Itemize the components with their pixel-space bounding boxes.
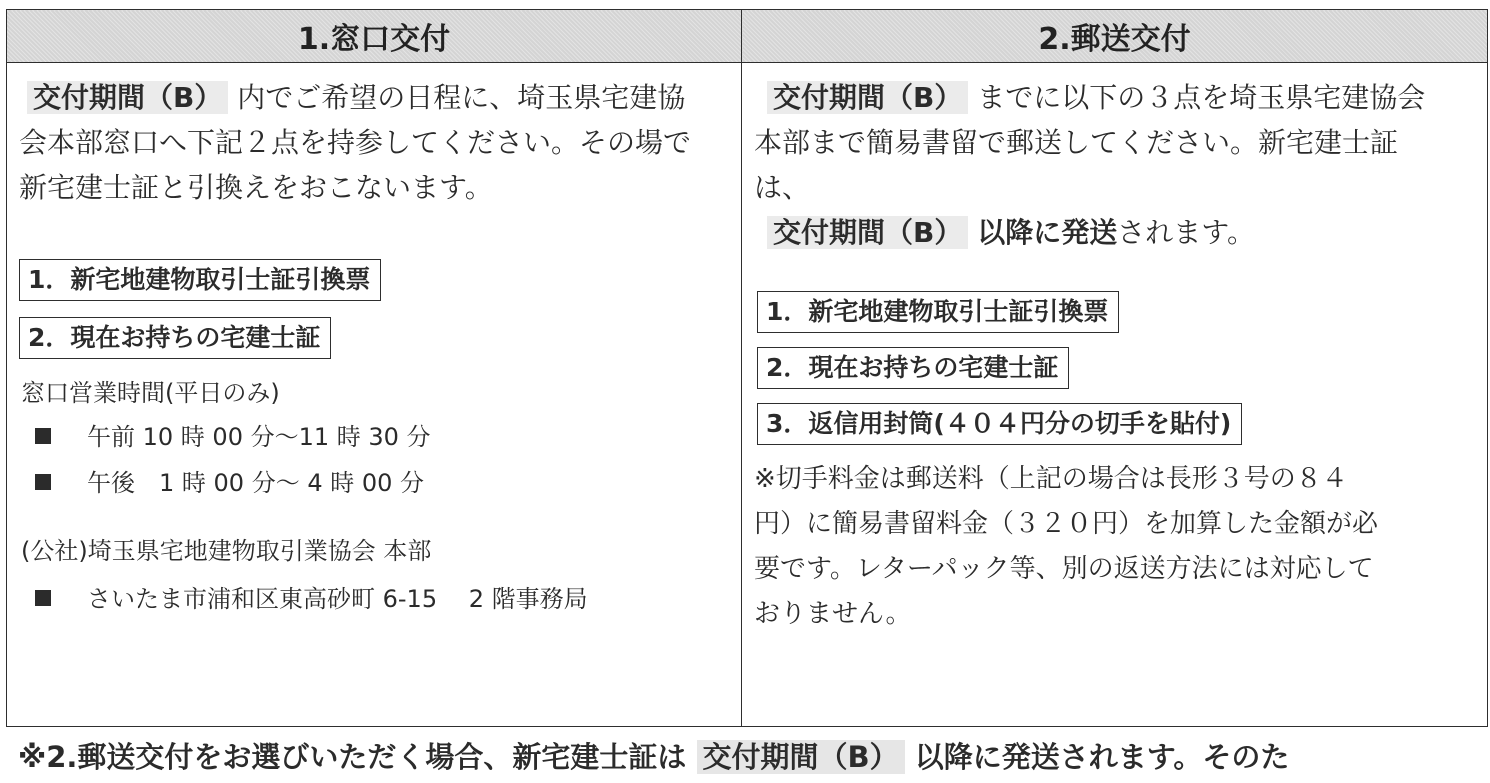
mail-intro: 交付期間（B） までに以下の３点を埼玉県宅建協会 本部まで簡易書留で郵送してください。新宅建士証 は、 交付期間（B） 以降に発送されます。 — [754, 81, 1426, 249]
item-current-license: 2．現在お持ちの宅建士証 — [757, 347, 1069, 389]
square-bullet-icon — [35, 428, 51, 444]
mail-delivery-cell — [742, 63, 1488, 727]
postage-note: ※切手料金は郵送料（上記の場合は長形３号の８４ 円）に簡易書留料金（３２０円）を加算した金額が必 要です。レターパック等、別の返送方法には対応して おりません。 — [754, 464, 1379, 629]
footer-note: ※2.郵送交付をお選びいただく場合、新宅建士証は 交付期間（B） 以降に発送されます。そのた — [18, 740, 1290, 774]
office-address: さいたま市浦和区東高砂町 6-15 2 階事務局 — [7, 582, 741, 616]
period-highlight: 交付期間（B） — [27, 81, 228, 114]
square-bullet-icon — [35, 590, 51, 606]
window-intro: 交付期間（B） 内でご希望の日程に、埼玉県宅建協 会本部窓口へ下記２点を持参してください。その場で 新宅建士証と引換えをおこないます。 — [19, 81, 692, 204]
hours-title: 窓口営業時間(平日のみ) — [21, 379, 280, 407]
hours-morning: 午前 10 時 00 分～11 時 30 分 — [7, 420, 741, 454]
square-bullet-icon — [35, 474, 51, 490]
item-exchange-ticket: 1．新宅地建物取引士証引換票 — [757, 291, 1119, 333]
header-window-delivery: 1.窓口交付 — [7, 10, 742, 63]
item-current-license: 2．現在お持ちの宅建士証 — [19, 317, 331, 359]
item-exchange-ticket: 1．新宅地建物取引士証引換票 — [19, 259, 381, 301]
period-highlight: 交付期間（B） — [697, 740, 905, 774]
header-mail-delivery: 2.郵送交付 — [742, 10, 1488, 63]
office-name: (公社)埼玉県宅地建物取引業協会 本部 — [21, 537, 432, 565]
period-highlight: 交付期間（B） — [767, 81, 968, 114]
window-delivery-cell — [7, 63, 742, 727]
period-highlight: 交付期間（B） — [767, 216, 968, 249]
delivery-method-table — [6, 9, 1488, 727]
hours-afternoon: 午後 1 時 00 分～ 4 時 00 分 — [7, 466, 741, 500]
item-return-envelope: 3．返信用封筒(４０４円分の切手を貼付) — [757, 403, 1242, 445]
